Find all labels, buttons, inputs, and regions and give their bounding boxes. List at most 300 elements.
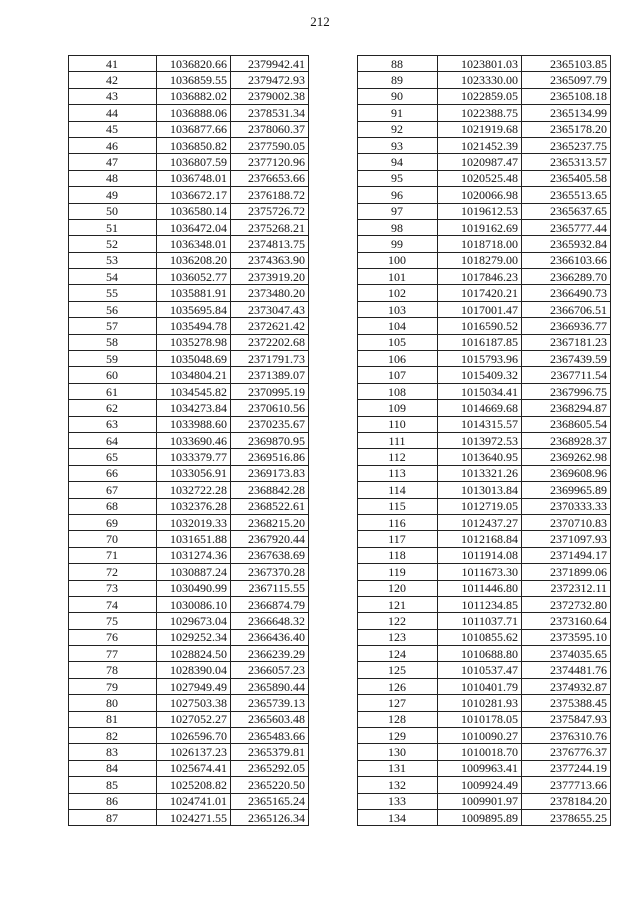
x-coordinate-cell: 1011673.30 [438,564,522,580]
x-coordinate-cell: 1016187.85 [438,334,522,350]
y-coordinate-cell: 2365932.84 [522,236,611,252]
y-coordinate-cell: 2367115.55 [231,580,309,596]
table-row [358,252,611,268]
point-number-cell: 89 [358,72,438,88]
point-number-cell: 127 [358,695,438,711]
page-number: 212 [310,14,330,29]
y-coordinate-cell: 2379942.41 [231,56,309,72]
point-number-cell: 121 [358,596,438,612]
table-row [358,105,611,121]
table-row [69,514,309,530]
table-row [69,285,309,301]
x-coordinate-cell: 1013972.53 [438,432,522,448]
table-row [358,514,611,530]
point-number-cell: 82 [69,728,157,744]
y-coordinate-cell: 2370235.67 [231,416,309,432]
table-row [69,744,309,760]
point-number-cell: 80 [69,695,157,711]
x-coordinate-cell: 1010281.93 [438,695,522,711]
table-row [358,285,611,301]
x-coordinate-cell: 1009963.41 [438,760,522,776]
table-row [69,252,309,268]
table-row [358,137,611,153]
x-coordinate-cell: 1018279.00 [438,252,522,268]
y-coordinate-cell: 2371389.07 [231,367,309,383]
y-coordinate-cell: 2370995.19 [231,383,309,399]
x-coordinate-cell: 1011234.85 [438,596,522,612]
x-coordinate-cell: 1036877.66 [157,121,231,137]
y-coordinate-cell: 2368928.37 [522,432,611,448]
point-number-cell: 46 [69,137,157,153]
point-number-cell: 134 [358,809,438,825]
x-coordinate-cell: 1034804.21 [157,367,231,383]
x-coordinate-cell: 1031274.36 [157,547,231,563]
table-row [358,564,611,580]
x-coordinate-cell: 1032376.28 [157,498,231,514]
table-row [69,613,309,629]
point-number-cell: 53 [69,252,157,268]
y-coordinate-cell: 2376188.72 [231,187,309,203]
y-coordinate-cell: 2365178.20 [522,121,611,137]
table-row [69,318,309,334]
x-coordinate-cell: 1012719.05 [438,498,522,514]
coordinates-table-left [68,55,309,826]
point-number-cell: 128 [358,711,438,727]
point-number-cell: 124 [358,646,438,662]
x-coordinate-cell: 1036748.01 [157,170,231,186]
x-coordinate-cell: 1021919.68 [438,121,522,137]
point-number-cell: 83 [69,744,157,760]
table-row [69,416,309,432]
point-number-cell: 69 [69,514,157,530]
x-coordinate-cell: 1027503.38 [157,695,231,711]
y-coordinate-cell: 2366289.70 [522,269,611,285]
point-number-cell: 51 [69,219,157,235]
coordinates-table-left-body [69,56,309,826]
table-row [69,760,309,776]
x-coordinate-cell: 1011446.80 [438,580,522,596]
y-coordinate-cell: 2365103.85 [522,56,611,72]
x-coordinate-cell: 1032019.33 [157,514,231,530]
point-number-cell: 81 [69,711,157,727]
point-number-cell: 79 [69,678,157,694]
x-coordinate-cell: 1036052.77 [157,269,231,285]
y-coordinate-cell: 2366490.73 [522,285,611,301]
x-coordinate-cell: 1013640.95 [438,449,522,465]
point-number-cell: 74 [69,596,157,612]
table-row [69,629,309,645]
point-number-cell: 98 [358,219,438,235]
x-coordinate-cell: 1036888.06 [157,105,231,121]
x-coordinate-cell: 1013321.26 [438,465,522,481]
y-coordinate-cell: 2375388.45 [522,695,611,711]
y-coordinate-cell: 2365134.99 [522,105,611,121]
point-number-cell: 105 [358,334,438,350]
point-number-cell: 129 [358,728,438,744]
point-number-cell: 126 [358,678,438,694]
point-number-cell: 120 [358,580,438,596]
point-number-cell: 115 [358,498,438,514]
x-coordinate-cell: 1036348.01 [157,236,231,252]
y-coordinate-cell: 2366874.79 [231,596,309,612]
point-number-cell: 131 [358,760,438,776]
y-coordinate-cell: 2372202.68 [231,334,309,350]
y-coordinate-cell: 2368605.54 [522,416,611,432]
x-coordinate-cell: 1031651.88 [157,531,231,547]
y-coordinate-cell: 2377590.05 [231,137,309,153]
point-number-cell: 75 [69,613,157,629]
point-number-cell: 118 [358,547,438,563]
point-number-cell: 99 [358,236,438,252]
table-row [358,629,611,645]
y-coordinate-cell: 2374363.90 [231,252,309,268]
y-coordinate-cell: 2369516.86 [231,449,309,465]
x-coordinate-cell: 1017001.47 [438,301,522,317]
table-row [358,449,611,465]
table-row [358,678,611,694]
table-row [358,187,611,203]
y-coordinate-cell: 2366436.40 [231,629,309,645]
point-number-cell: 41 [69,56,157,72]
table-row [358,170,611,186]
table-row [358,351,611,367]
x-coordinate-cell: 1036859.55 [157,72,231,88]
table-row [69,482,309,498]
y-coordinate-cell: 2371899.06 [522,564,611,580]
table-row [358,154,611,170]
y-coordinate-cell: 2365165.24 [231,793,309,809]
x-coordinate-cell: 1022388.75 [438,105,522,121]
y-coordinate-cell: 2374035.65 [522,646,611,662]
x-coordinate-cell: 1015034.41 [438,383,522,399]
x-coordinate-cell: 1035881.91 [157,285,231,301]
point-number-cell: 44 [69,105,157,121]
point-number-cell: 47 [69,154,157,170]
point-number-cell: 50 [69,203,157,219]
y-coordinate-cell: 2368842.28 [231,482,309,498]
x-coordinate-cell: 1020987.47 [438,154,522,170]
x-coordinate-cell: 1035278.98 [157,334,231,350]
table-row [69,383,309,399]
point-number-cell: 102 [358,285,438,301]
x-coordinate-cell: 1010688.80 [438,646,522,662]
point-number-cell: 70 [69,531,157,547]
table-row [358,432,611,448]
x-coordinate-cell: 1024271.55 [157,809,231,825]
y-coordinate-cell: 2365637.65 [522,203,611,219]
y-coordinate-cell: 2376310.76 [522,728,611,744]
y-coordinate-cell: 2370710.83 [522,514,611,530]
y-coordinate-cell: 2370610.56 [231,400,309,416]
point-number-cell: 49 [69,187,157,203]
x-coordinate-cell: 1009901.97 [438,793,522,809]
table-row [358,531,611,547]
x-coordinate-cell: 1033056.91 [157,465,231,481]
x-coordinate-cell: 1010178.05 [438,711,522,727]
table-row [358,646,611,662]
table-row [69,121,309,137]
x-coordinate-cell: 1035048.69 [157,351,231,367]
table-row [358,334,611,350]
point-number-cell: 116 [358,514,438,530]
table-row [69,105,309,121]
point-number-cell: 103 [358,301,438,317]
point-number-cell: 73 [69,580,157,596]
point-number-cell: 132 [358,777,438,793]
point-number-cell: 55 [69,285,157,301]
x-coordinate-cell: 1014669.68 [438,400,522,416]
point-number-cell: 85 [69,777,157,793]
table-row [358,88,611,104]
table-row [69,646,309,662]
x-coordinate-cell: 1035695.84 [157,301,231,317]
table-row [358,547,611,563]
y-coordinate-cell: 2374813.75 [231,236,309,252]
x-coordinate-cell: 1015793.96 [438,351,522,367]
table-row [358,695,611,711]
x-coordinate-cell: 1019612.53 [438,203,522,219]
point-number-cell: 67 [69,482,157,498]
y-coordinate-cell: 2375847.93 [522,711,611,727]
x-coordinate-cell: 1035494.78 [157,318,231,334]
y-coordinate-cell: 2378184.20 [522,793,611,809]
point-number-cell: 94 [358,154,438,170]
x-coordinate-cell: 1011914.08 [438,547,522,563]
y-coordinate-cell: 2365777.44 [522,219,611,235]
table-row [69,269,309,285]
table-row [358,760,611,776]
x-coordinate-cell: 1027052.27 [157,711,231,727]
table-row [358,809,611,825]
x-coordinate-cell: 1025674.41 [157,760,231,776]
y-coordinate-cell: 2367711.54 [522,367,611,383]
x-coordinate-cell: 1009924.49 [438,777,522,793]
table-row [69,334,309,350]
y-coordinate-cell: 2374932.87 [522,678,611,694]
point-number-cell: 61 [69,383,157,399]
table-row [358,596,611,612]
y-coordinate-cell: 2372732.80 [522,596,611,612]
table-row [69,596,309,612]
x-coordinate-cell: 1016590.52 [438,318,522,334]
x-coordinate-cell: 1030887.24 [157,564,231,580]
x-coordinate-cell: 1018718.00 [438,236,522,252]
y-coordinate-cell: 2367370.28 [231,564,309,580]
point-number-cell: 133 [358,793,438,809]
y-coordinate-cell: 2378060.37 [231,121,309,137]
point-number-cell: 63 [69,416,157,432]
table-row [358,744,611,760]
point-number-cell: 87 [69,809,157,825]
y-coordinate-cell: 2367638.69 [231,547,309,563]
x-coordinate-cell: 1023801.03 [438,56,522,72]
point-number-cell: 91 [358,105,438,121]
table-row [69,187,309,203]
x-coordinate-cell: 1036807.59 [157,154,231,170]
x-coordinate-cell: 1027949.49 [157,678,231,694]
point-number-cell: 77 [69,646,157,662]
y-coordinate-cell: 2365126.34 [231,809,309,825]
x-coordinate-cell: 1036208.20 [157,252,231,268]
x-coordinate-cell: 1010855.62 [438,629,522,645]
x-coordinate-cell: 1012437.27 [438,514,522,530]
point-number-cell: 68 [69,498,157,514]
y-coordinate-cell: 2376776.37 [522,744,611,760]
x-coordinate-cell: 1032722.28 [157,482,231,498]
y-coordinate-cell: 2365237.75 [522,137,611,153]
x-coordinate-cell: 1012168.84 [438,531,522,547]
point-number-cell: 101 [358,269,438,285]
y-coordinate-cell: 2378655.25 [522,809,611,825]
table-row [358,236,611,252]
x-coordinate-cell: 1015409.32 [438,367,522,383]
table-row [69,351,309,367]
table-row [69,367,309,383]
table-row [69,400,309,416]
y-coordinate-cell: 2366239.29 [231,646,309,662]
table-row [358,219,611,235]
point-number-cell: 45 [69,121,157,137]
y-coordinate-cell: 2371494.17 [522,547,611,563]
y-coordinate-cell: 2365405.58 [522,170,611,186]
y-coordinate-cell: 2379002.38 [231,88,309,104]
table-row [69,809,309,825]
y-coordinate-cell: 2365483.66 [231,728,309,744]
table-row [358,203,611,219]
x-coordinate-cell: 1010401.79 [438,678,522,694]
y-coordinate-cell: 2375726.72 [231,203,309,219]
y-coordinate-cell: 2373480.20 [231,285,309,301]
x-coordinate-cell: 1034273.84 [157,400,231,416]
point-number-cell: 56 [69,301,157,317]
point-number-cell: 57 [69,318,157,334]
y-coordinate-cell: 2378531.34 [231,105,309,121]
x-coordinate-cell: 1025208.82 [157,777,231,793]
table-row [358,318,611,334]
x-coordinate-cell: 1021452.39 [438,137,522,153]
table-row [358,728,611,744]
y-coordinate-cell: 2373595.10 [522,629,611,645]
table-row [69,777,309,793]
y-coordinate-cell: 2373160.64 [522,613,611,629]
x-coordinate-cell: 1030086.10 [157,596,231,612]
y-coordinate-cell: 2373047.43 [231,301,309,317]
table-row [69,137,309,153]
table-row [358,465,611,481]
point-number-cell: 72 [69,564,157,580]
point-number-cell: 90 [358,88,438,104]
table-row [69,580,309,596]
y-coordinate-cell: 2367996.75 [522,383,611,399]
y-coordinate-cell: 2366936.77 [522,318,611,334]
y-coordinate-cell: 2372312.11 [522,580,611,596]
point-number-cell: 84 [69,760,157,776]
x-coordinate-cell: 1010090.27 [438,728,522,744]
x-coordinate-cell: 1033379.77 [157,449,231,465]
coordinates-table-right-body [358,56,611,826]
y-coordinate-cell: 2365220.50 [231,777,309,793]
point-number-cell: 112 [358,449,438,465]
x-coordinate-cell: 1028824.50 [157,646,231,662]
table-row [69,531,309,547]
table-row [358,301,611,317]
point-number-cell: 119 [358,564,438,580]
y-coordinate-cell: 2368215.20 [231,514,309,530]
y-coordinate-cell: 2379472.93 [231,72,309,88]
point-number-cell: 93 [358,137,438,153]
table-row [358,56,611,72]
point-number-cell: 43 [69,88,157,104]
x-coordinate-cell: 1034545.82 [157,383,231,399]
table-row [69,219,309,235]
point-number-cell: 122 [358,613,438,629]
y-coordinate-cell: 2369173.83 [231,465,309,481]
point-number-cell: 66 [69,465,157,481]
y-coordinate-cell: 2366706.51 [522,301,611,317]
point-number-cell: 64 [69,432,157,448]
point-number-cell: 109 [358,400,438,416]
y-coordinate-cell: 2365292.05 [231,760,309,776]
table-row [69,564,309,580]
x-coordinate-cell: 1010018.70 [438,744,522,760]
point-number-cell: 123 [358,629,438,645]
point-number-cell: 71 [69,547,157,563]
table-row [69,728,309,744]
y-coordinate-cell: 2365379.81 [231,744,309,760]
table-row [69,465,309,481]
point-number-cell: 96 [358,187,438,203]
y-coordinate-cell: 2366103.66 [522,252,611,268]
x-coordinate-cell: 1020525.48 [438,170,522,186]
point-number-cell: 92 [358,121,438,137]
table-row [358,498,611,514]
y-coordinate-cell: 2366057.23 [231,662,309,678]
y-coordinate-cell: 2372621.42 [231,318,309,334]
y-coordinate-cell: 2369965.89 [522,482,611,498]
table-row [69,498,309,514]
x-coordinate-cell: 1036882.02 [157,88,231,104]
y-coordinate-cell: 2368522.61 [231,498,309,514]
x-coordinate-cell: 1014315.57 [438,416,522,432]
point-number-cell: 58 [69,334,157,350]
table-row [69,695,309,711]
y-coordinate-cell: 2365603.48 [231,711,309,727]
table-row [69,56,309,72]
table-row [69,72,309,88]
y-coordinate-cell: 2371097.93 [522,531,611,547]
point-number-cell: 62 [69,400,157,416]
point-number-cell: 78 [69,662,157,678]
x-coordinate-cell: 1036472.04 [157,219,231,235]
point-number-cell: 130 [358,744,438,760]
table-row [358,367,611,383]
point-number-cell: 42 [69,72,157,88]
table-row [69,236,309,252]
table-row [69,432,309,448]
y-coordinate-cell: 2365513.65 [522,187,611,203]
y-coordinate-cell: 2377120.96 [231,154,309,170]
y-coordinate-cell: 2370333.33 [522,498,611,514]
table-row [358,416,611,432]
y-coordinate-cell: 2377713.66 [522,777,611,793]
table-row [358,400,611,416]
table-row [69,301,309,317]
x-coordinate-cell: 1026596.70 [157,728,231,744]
table-row [358,72,611,88]
point-number-cell: 106 [358,351,438,367]
point-number-cell: 86 [69,793,157,809]
y-coordinate-cell: 2365890.44 [231,678,309,694]
